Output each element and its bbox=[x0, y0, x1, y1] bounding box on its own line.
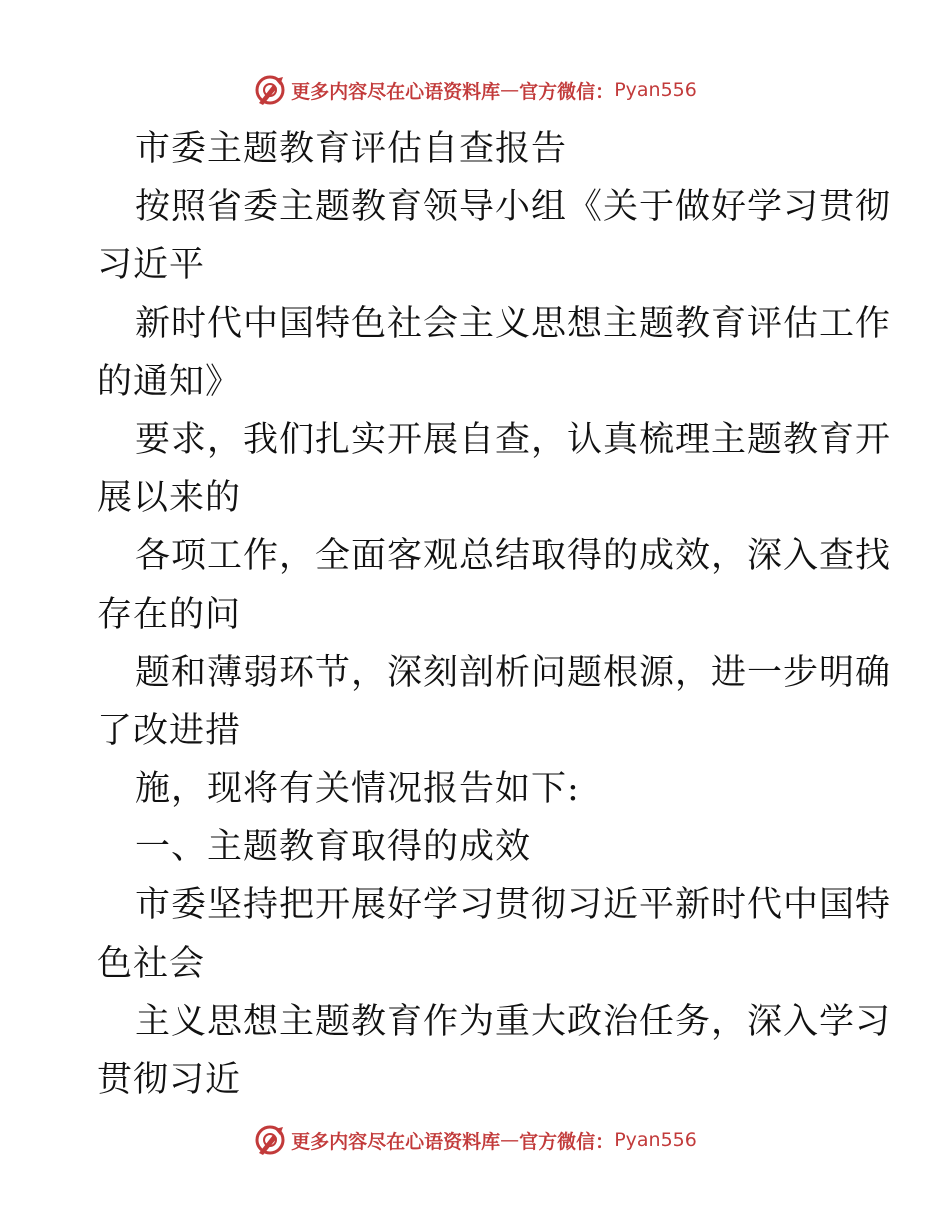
text-line: 的通知》 bbox=[97, 361, 242, 402]
text-line: 展以来的 bbox=[97, 478, 242, 519]
banner-wechat-label: 官方微信： bbox=[519, 1130, 615, 1153]
banner-separator: — bbox=[500, 79, 520, 101]
pen-logo-icon bbox=[253, 1123, 287, 1157]
header-watermark-banner bbox=[0, 70, 950, 110]
pen-logo-icon bbox=[253, 73, 287, 107]
text-line: 要求，我们扎实开展自查，认真梳理主题教育开 bbox=[135, 419, 892, 460]
text-line: 施，现将有关情况报告如下: bbox=[135, 769, 580, 810]
text-line: 新时代中国特色社会主义思想主题教育评估工作 bbox=[135, 303, 892, 344]
document-title: 市委主题教育评估自查报告 bbox=[135, 129, 568, 169]
banner-wechat-id: Pyan556 bbox=[614, 79, 697, 101]
text-line: 习近平 bbox=[97, 245, 206, 286]
section-heading: 一、主题教育取得的成效 bbox=[135, 827, 532, 868]
text-line: 按照省委主题教育领导小组《关于做好学习贯彻 bbox=[135, 187, 892, 228]
text-line: 贯彻习近 bbox=[97, 1060, 242, 1100]
document-body bbox=[97, 120, 892, 1109]
text-line: 了改进措 bbox=[97, 710, 242, 751]
banner-text: 更多内容尽在心语资料库 bbox=[291, 1130, 501, 1153]
banner-wechat-label: 官方微信： bbox=[519, 80, 615, 103]
text-line: 市委坚持把开展好学习贯彻习近平新时代中国特 bbox=[135, 885, 892, 926]
banner-separator: — bbox=[500, 1129, 520, 1151]
text-line: 色社会 bbox=[97, 943, 206, 984]
text-line: 主义思想主题教育作为重大政治任务，深入学习 bbox=[135, 1001, 892, 1042]
footer-watermark-banner bbox=[0, 1120, 950, 1160]
text-line: 题和薄弱环节，深刻剖析问题根源，进一步明确 bbox=[135, 652, 892, 693]
text-line: 各项工作，全面客观总结取得的成效，深入查找 bbox=[135, 536, 892, 577]
text-line: 存在的问 bbox=[97, 594, 242, 635]
banner-text: 更多内容尽在心语资料库 bbox=[291, 80, 501, 103]
banner-wechat-id: Pyan556 bbox=[614, 1129, 697, 1151]
